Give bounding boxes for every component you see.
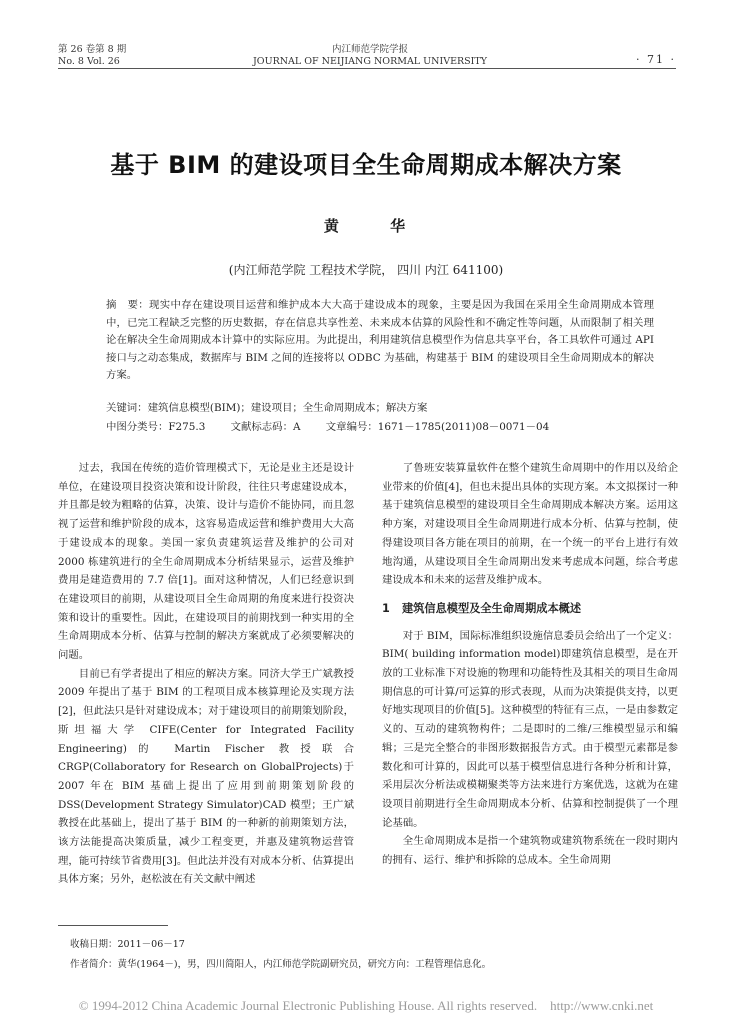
classification-line (106, 418, 549, 433)
copyright-notice: © 1994-2012 China Academic Journal Electronic Publishing House. All rights reserved. http://www.cnki.net (78, 998, 654, 1013)
header-rule (58, 68, 676, 69)
journal-name-cn: 内江师范学院学报 (331, 44, 408, 55)
abstract-label: 摘 要： (106, 299, 150, 311)
clc-number: 中图分类号：F275.3 (106, 421, 206, 433)
page-number: · 71 · (636, 53, 676, 66)
document-code: 文献标志码：A (230, 421, 301, 433)
keywords-label: 关键词： (106, 402, 148, 414)
section-heading (382, 600, 678, 619)
received-date: 收稿日期：2011－06－17 (70, 939, 185, 950)
section-title: 建筑信息模型及全生命周期成本概述 (402, 601, 582, 615)
author-bio: 作者简介：黄华(1964－)，男，四川简阳人，内江师范学院副研究员，研究方向：工程管理信息化。 (70, 959, 492, 970)
footnote-rule (58, 925, 168, 926)
journal-name (200, 44, 540, 68)
journal-volume (58, 44, 126, 68)
abstract-text: 现实中存在建设项目运营和维护成本大大高于建设成本的现象，主要是因为我国在采用全生命周期成本管理中，已完工程缺乏完整的历史数据，存在信息共享性差、未来成本估算的风险性和不确定性等问题，从而限制了相关理论在解决全生命周期成本计算中的实际应用。为此提出，利用建筑信息模型作为信息共享平台，各工具软件可通过 API 接口与之动态集成，数据库与 BIM 之间的连接将以 ODBC 为基础，构建基于 BIM 的建设项目全生命周期成本的解决方案。 (106, 299, 655, 381)
section-number: 1 (382, 601, 390, 615)
journal-name-en: JOURNAL OF NEIJIANG NORMAL UNIVERSITY (252, 56, 488, 67)
body-paragraph: 对于 BIM，国际标准组织设施信息委员会给出了一个定义：BIM( building information model)即建筑信息模型，是在开放的工业标准下对设施的物理和功能特性及其相关的项目生命周期信息的可计算/可运算的形式表现，从而为决策提供支持，以更好地实现项目的价值[5]。这种模型的特征有三点，一是由参数定义的、互动的建筑物构件；二是即时的二维/三维模型显示和编辑；三是完全整合的非图形数据报告方式。由于模型元素都是参数化和可计算的，因此可以基于模型信息进行各种分析和计算，采用层次分析法或模糊聚类等方法来进行方案优选，这就为在建设项目前期进行全生命周期成本分析、估算和控制提供了一个理论基础。 (382, 629, 678, 829)
article-number: 文章编号：1671－1785(2011)08－0071－04 (325, 421, 550, 433)
abstract (86, 297, 654, 385)
keywords-text: 建筑信息模型(BIM)；建设项目；全生命周期成本；解决方案 (147, 402, 428, 414)
body-paragraph: 过去，我国在传统的造价管理模式下，无论是业主还是设计单位，在建设项目投资决策和设计阶段，往往只考虑建设成本，并且都是较为粗略的估算，决策、设计与造价不能协同，而且忽视了运营和维护阶段的成本，这容易造成运营和维护费用大大高于建设成本的现象。美国一家负责建筑运营及维护的公司对 2000 栋建筑进行的全生命周期成本分析结果显示，运营及维护费用是建造费用的 7.7 倍[1]。面对这种情况，人们已经意识到在建设项目的前期，从建设项目全生命周期的角度来进行投资决策和设计的重要性。因此，在建设项目的前期找到一种实用的全生命周期成本分析、估算与控制的解决方案就成了必须要解决的问题。 (58, 462, 354, 662)
author-name: 黄 华 (323, 217, 409, 235)
body-paragraph: 全生命周期成本是指一个建筑物或建筑物系统在一段时期内的拥有、运行、维护和拆除的总成本。全生命周期 (382, 835, 678, 867)
left-column (58, 459, 354, 889)
volume-en: No. 8 Vol. 26 (58, 56, 120, 67)
body-paragraph: 了鲁班安装算量软件在整个建筑生命周期中的作用以及给企业带来的价值[4]，但也未提出具体的实现方案。本文拟探讨一种基于建筑信息模型的建设项目全生命周期成本解决方案。运用这种方案，对建设项目全生命周期进行成本分析、估算与控制，使得建设项目各方能在项目的前期，在一个统一的平台上进行有效地沟通，从建设项目全生命周期出发来考虑成本问题，综合考虑建设成本和未来的运营及维护成本。 (382, 462, 678, 587)
volume-cn: 第 26 卷第 8 期 (58, 44, 127, 55)
right-column (382, 459, 678, 870)
body-paragraph: 目前已有学者提出了相应的解决方案。同济大学王广斌教授 2009 年提出了基于 BIM 的工程项目成本核算理论及实现方法[2]，但此法只是针对建设成本；对于建设项目的前期策划阶段，斯坦福大学 CIFE(Center for Integrated Facility Engineering)的 Martin Fischer 教授联合 CRGP(Collaboratory for Research on GlobalProjects)于 2007 年在 BIM 基础上提出了应用到前期策划阶段的 DSS(Development Strategy Simulator)CAD 模型；王广斌教授在此基础上，提出了基于 BIM 的一种新的前期策划方法，该方法能提高决策质量，减少工程变更，并惠及建筑物运营管理，能可持续节省费用[3]。但此法并没有对成本分析、估算提出具体方案；另外，赵松波在有关文献中阐述 (58, 667, 354, 886)
paper-title: 基于 BIM 的建设项目全生命周期成本解决方案 (110, 151, 622, 179)
keywords (106, 399, 427, 414)
author-affiliation: (内江师范学院 工程技术学院， 四川 内江 641100) (228, 263, 504, 277)
